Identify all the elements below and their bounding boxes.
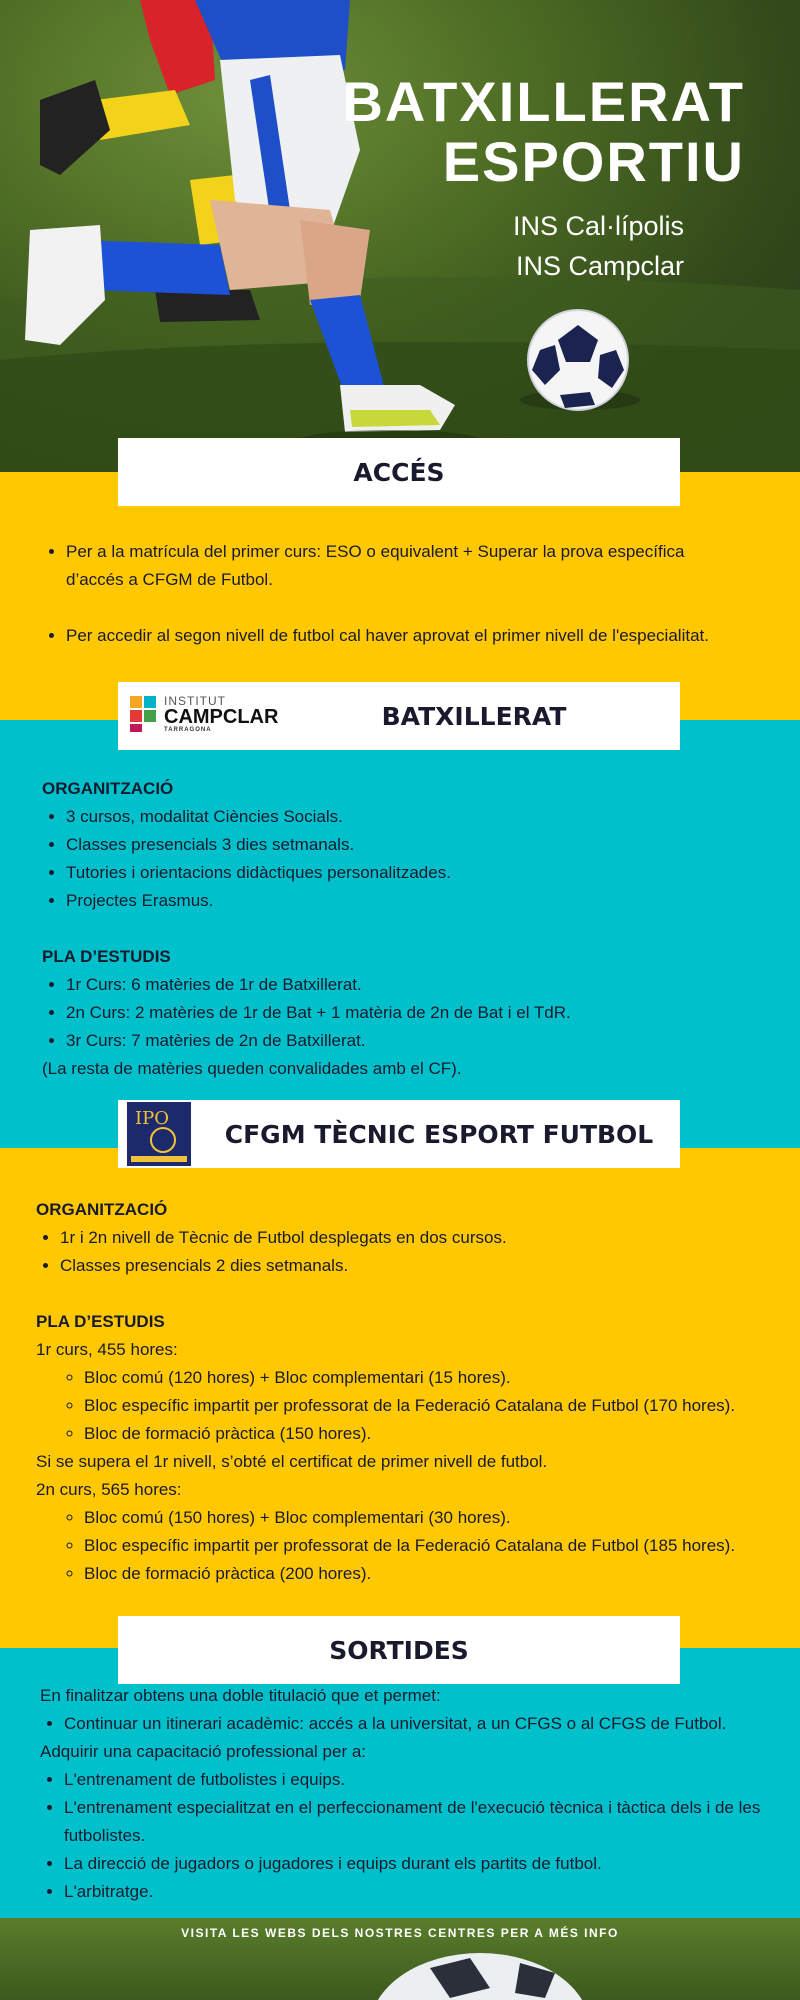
cfgm-org-list <box>36 1224 776 1280</box>
list-item: • Per a la matrícula del primer curs: ESO o equivalent + Superar la prova específica d’accés a CFGM de Futbol. <box>66 538 742 594</box>
batxillerat-org-list <box>42 803 762 915</box>
sortides-intro-2: Adquirir una capacitació professional per a: <box>40 1742 367 1761</box>
hero-subtitle-line2: INS Campclar <box>515 251 684 281</box>
acces-label-box <box>118 438 680 506</box>
acces-list <box>42 538 742 594</box>
list-item: ◦ Bloc de formació pràctica (200 hores). <box>84 1560 776 1588</box>
batxillerat-plan-heading: PLA D’ESTUDIS <box>42 947 171 966</box>
list-item: • L'entrenament especialitzat en el perfeccionament de l'execució tècnica i tàctica dels i de les futbolistes. <box>64 1794 765 1850</box>
campclar-logo-icon <box>128 694 158 734</box>
list-item: • Classes presencials 2 dies setmanals. <box>60 1252 776 1280</box>
sortides-list-2 <box>40 1766 765 1906</box>
list-item: ◦ Bloc específic impartit per professorat de la Federació Catalana de Futbol (185 hores). <box>84 1532 776 1560</box>
acces-list-2 <box>42 622 742 650</box>
footer-banner <box>0 1918 800 2000</box>
list-item: • 3r Curs: 7 matèries de 2n de Batxillerat. <box>66 1027 762 1055</box>
batxillerat-content <box>42 775 762 1083</box>
acces-label: ACCÉS <box>353 457 445 487</box>
sortides-intro: En finalitzar obtens una doble titulació que et permet: <box>40 1686 441 1705</box>
cfgm-course1: 1r curs, 455 hores: <box>36 1340 178 1359</box>
list-item: • L'arbitratge. <box>64 1878 765 1906</box>
hero-subtitle <box>513 206 684 286</box>
list-item: • 1r Curs: 6 matèries de 1r de Batxillerat. <box>66 971 762 999</box>
cfgm-org-heading: ORGANITZACIÓ <box>36 1200 168 1219</box>
hero-subtitle-line1: INS Cal·lípolis <box>512 211 684 241</box>
acces-content <box>42 538 742 650</box>
batxillerat-org-heading: ORGANITZACIÓ <box>42 779 174 798</box>
list-item: • Per accedir al segon nivell de futbol cal haver aprovat el primer nivell de l'especialitat. <box>66 622 742 650</box>
cfgm-label-box <box>118 1100 680 1168</box>
cfgm-course2-list <box>36 1504 776 1588</box>
list-item: • La direcció de jugadors o jugadores i equips durant els partits de futbol. <box>64 1850 765 1878</box>
list-item: • Continuar un itinerari acadèmic: accés a la universitat, a un CFGS o al CFGS de Futbol. <box>64 1710 765 1738</box>
hero-title-line1: BATXILLERAT <box>342 70 745 133</box>
ipo-institute-logo <box>127 1102 191 1166</box>
cfgm-cert-note: Si se supera el 1r nivell, s’obté el certificat de primer nivell de futbol. <box>36 1452 548 1471</box>
hero-title-line2: ESPORTIU <box>442 130 745 193</box>
batxillerat-label: BATXILLERAT <box>381 701 567 731</box>
institut-campclar-logo <box>128 694 278 734</box>
list-item: • Projectes Erasmus. <box>66 887 762 915</box>
sortides-content <box>40 1682 765 1906</box>
cfgm-course2: 2n curs, 565 hores: <box>36 1480 182 1499</box>
list-item: • Tutories i orientacions didàctiques personalitzades. <box>66 859 762 887</box>
list-item: • 1r i 2n nivell de Tècnic de Futbol desplegats en dos cursos. <box>60 1224 776 1252</box>
ipo-logo-icon <box>127 1102 191 1166</box>
batxillerat-note: (La resta de matèries queden convalidades amb el CF). <box>42 1059 462 1078</box>
sortides-label-box <box>118 1616 680 1684</box>
svg-text:IPO: IPO <box>135 1108 169 1129</box>
list-item: ◦ Bloc de formació pràctica (150 hores). <box>84 1420 776 1448</box>
footer-text: VISITA LES WEBS DELS NOSTRES CENTRES PER A MÉS INFO <box>181 1926 619 1940</box>
list-item: • L'entrenament de futbolistes i equips. <box>64 1766 765 1794</box>
hero-banner <box>0 0 800 472</box>
cfgm-course1-list <box>36 1364 776 1448</box>
hero-title <box>342 72 745 192</box>
list-item: ◦ Bloc comú (120 hores) + Bloc complementari (15 hores). <box>84 1364 776 1392</box>
cfgm-plan-heading: PLA D’ESTUDIS <box>36 1312 165 1331</box>
list-item: ◦ Bloc específic impartit per professorat de la Federació Catalana de Futbol (170 hores). <box>84 1392 776 1420</box>
cfgm-content <box>36 1196 776 1588</box>
cfgm-label: CFGM TÈCNIC ESPORT FUTBOL <box>224 1119 654 1149</box>
sortides-label: SORTIDES <box>329 1635 469 1665</box>
list-item: ◦ Bloc comú (150 hores) + Bloc complementari (30 hores). <box>84 1504 776 1532</box>
list-item: • Classes presencials 3 dies setmanals. <box>66 831 762 859</box>
list-item: • 2n Curs: 2 matèries de 1r de Bat + 1 matèria de 2n de Bat i el TdR. <box>66 999 762 1027</box>
list-item: • 3 cursos, modalitat Ciències Socials. <box>66 803 762 831</box>
sortides-list-1 <box>40 1710 765 1738</box>
campclar-logo-text: INSTITUT CAMPCLAR TARRAGONA <box>164 694 279 733</box>
batxillerat-plan-list <box>42 971 762 1055</box>
